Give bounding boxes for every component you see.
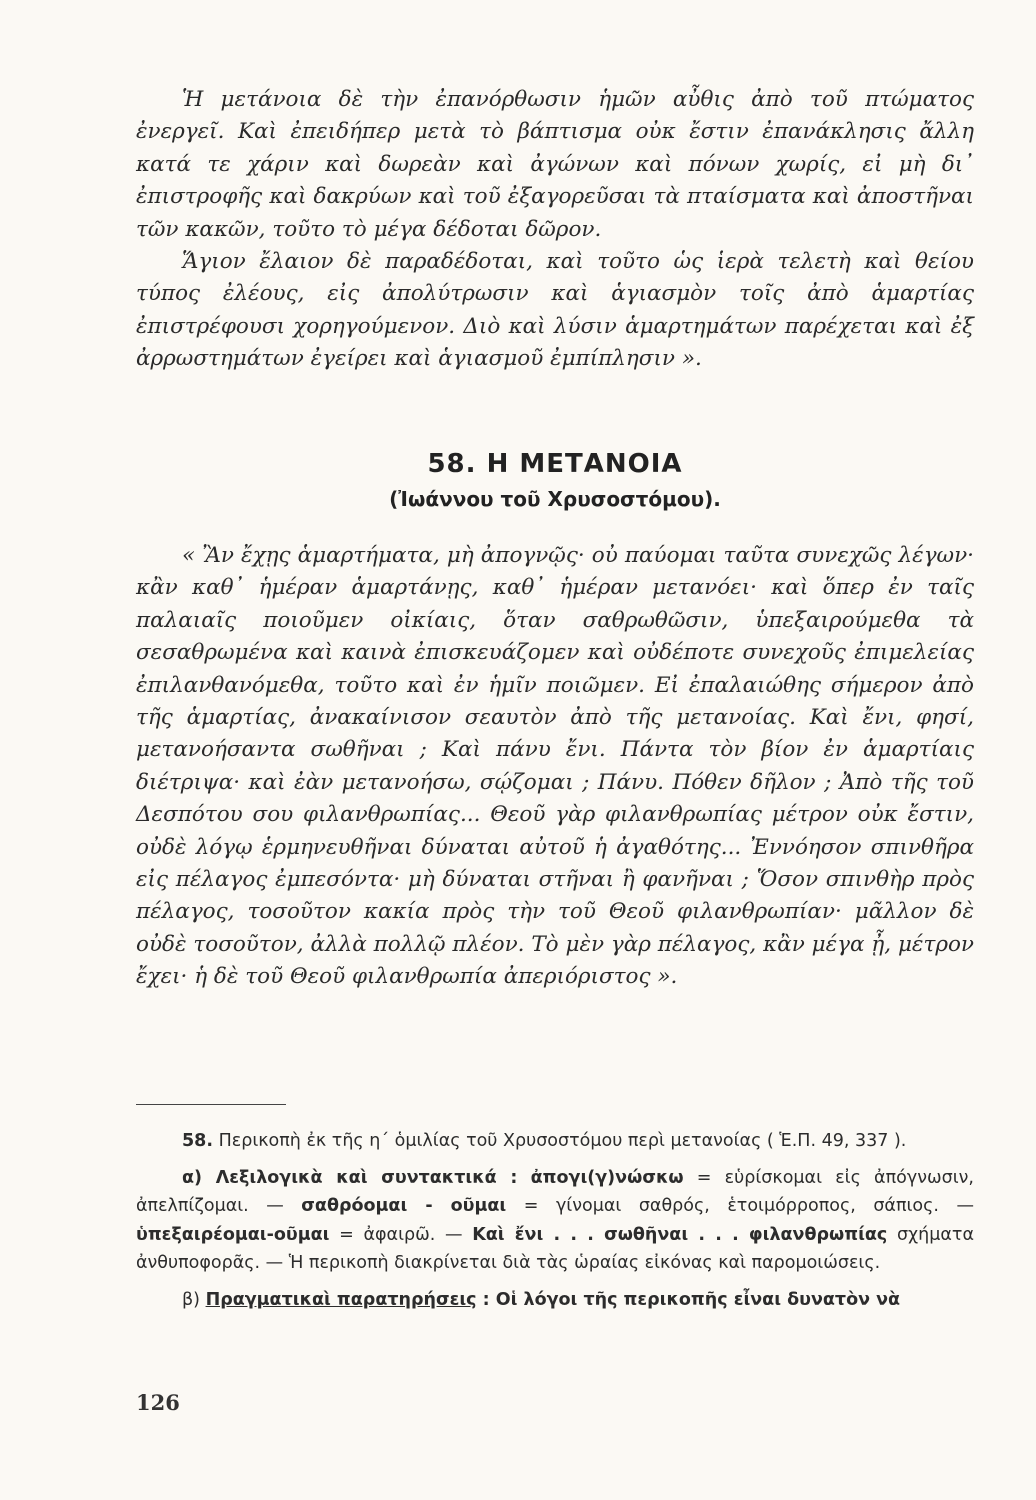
term-3: ὑπεξαιρέομαι-οῦμαι: [136, 1224, 330, 1245]
footnotes: [136, 1127, 974, 1322]
section-title: 58. Η ΜΕΤΑΝΟΙΑ: [427, 449, 683, 479]
factual-label: Πραγματικαὶ παρατηρήσεις: [205, 1289, 477, 1310]
footnote-number: 58.: [182, 1131, 214, 1151]
factual-prefix: β): [182, 1289, 206, 1310]
footnote-source-text: Περικοπὴ ἐκ τῆς η΄ ὁμιλίας τοῦ Χρυσοστόμου περὶ μετανοίας ( Ἑ.Π. 49, 337 ).: [218, 1131, 907, 1151]
footnote-source: [136, 1127, 974, 1156]
definition-3: = ἀφαιρῶ. —: [329, 1224, 473, 1245]
page-number: 126: [136, 1390, 180, 1415]
passage-paragraph: « Ἂν ἔχῃς ἁμαρτήματα, μὴ ἀπογνῷς· οὐ παύομαι ταῦτα συνεχῶς λέγων· κἂν καθ᾿ ἡμέραν ἁμαρτάνῃς, καθ᾿ ἡμέραν μετανόει· καὶ ὅπερ ἐν ταῖς παλαιαῖς ποιοῦμεν οἰκίαις, ὅταν σαθρωθῶσιν, ὑπεξαιρούμεθα τὰ σεσαθρωμένα καὶ καινὰ ἐπισκευάζομεν καὶ οὐδέποτε συνεχοῦς ἐπιμελείας ἐπιλανθανόμεθα, τοῦτο καὶ ἐν ἡμῖν ποιῶμεν. Εἰ ἐπαλαιώθης σήμερον ἀπὸ τῆς ἁμαρτίας, ἀνακαίνισον σεαυτὸν ἀπὸ τῆς μετανοίας. Καὶ ἔνι, φησί, μετανοήσαντα σωθῆναι ; Καὶ πάνυ ἔνι. Πάντα τὸν βίον ἐν ἁμαρτίαις διέτριψα· καὶ ἐὰν μετανοήσω, σῴζομαι ; Πάνυ. Πόθεν δῆλον ; Ἀπὸ τῆς τοῦ Δεσπότου σου φιλανθρωπίας... Θεοῦ γὰρ φιλανθρωπίας μέτρον οὐκ ἔστιν, οὐδὲ λόγῳ ἑρμηνευθῆναι δύναται αὐτοῦ ἡ ἀγαθότης... Ἐννόησον σπινθῆρα εἰς πέλαγος ἐμπεσόντα· μὴ δύναται στῆναι ἢ φανῆναι ; Ὅσον σπινθὴρ πρὸς πέλαγος, τοσοῦτον κακία πρὸς τὴν τοῦ Θεοῦ φιλανθρωπίαν· μᾶλλον δὲ οὐδὲ τοσοῦτον, ἀλλὰ πολλῷ πλέον. Τὸ μὲν γὰρ πέλαγος, κἂν μέγα ᾖ, μέτρον ἔχει· ἡ δὲ τοῦ Θεοῦ φιλανθρωπία ἀπεριόριστος ».: [136, 543, 974, 990]
footnote-lexical: [136, 1164, 974, 1278]
definition-1: = εὑρίσκομαι εἰς ἀπόγνωσιν, ἀπελπίζομαι. —: [136, 1167, 974, 1216]
definition-2: = γίνομαι σαθρός, ἑτοιμόρροπος, σάπιος. —: [506, 1196, 974, 1216]
passage-text: [136, 540, 974, 994]
definition-4: σχήματα ἀνθυποφορᾶς. — Ἡ περικοπὴ διακρίνεται διὰ τὰς ὡραίας εἰκόνας καὶ παρομοιώσεις.: [136, 1224, 974, 1273]
footnote-factual: [136, 1286, 974, 1315]
footnote-divider: [136, 1104, 286, 1105]
lexical-label: α) Λεξιλογικὰ καὶ συντακτικά :: [182, 1167, 518, 1188]
factual-text: : Οἱ λόγοι τῆς περικοπῆς εἶναι δυνατὸν νὰ: [476, 1289, 901, 1310]
intro-text: [136, 84, 974, 376]
intro-paragraph-1: Ἡ μετάνοια δὲ τὴν ἐπανόρθωσιν ἡμῶν αὖθις ἀπὸ τοῦ πτώματος ἐνεργεῖ. Καὶ ἐπειδήπερ μετὰ τὸ βάπτισμα οὐκ ἔστιν ἐπανάκλησις ἄλλη κατά τε χάριν καὶ δωρεὰν καὶ ἀγώνων καὶ πόνων χωρίς, εἰ μὴ δι᾿ ἐπιστροφῆς καὶ δακρύων καὶ τοῦ ἐξαγορεῦσαι τὰ πταίσματα καὶ ἀποστῆναι τῶν κακῶν, τοῦτο τὸ μέγα δέδοται δῶρον.: [136, 87, 974, 242]
term-1: ἀπογι(γ)νώσκω: [530, 1167, 684, 1188]
intro-paragraph-2: Ἅγιον ἔλαιον δὲ παραδέδοται, καὶ τοῦτο ὡς ἱερὰ τελετὴ καὶ θείου τύπος ἐλέους, εἰς ἀπολύτρωσιν καὶ ἁγιασμὸν τοῖς ἀπὸ ἁμαρτίας ἐπιστρέφουσι χορηγούμενον. Διὸ καὶ λύσιν ἁμαρτημάτων παρέχεται καὶ ἐξ ἀρρωστημάτων ἐγείρει καὶ ἁγιασμοῦ ἐμπίπλησιν ».: [136, 249, 974, 372]
term-2: σαθρόομαι - οῦμαι: [301, 1196, 507, 1216]
term-4: Καὶ ἔνι . . . σωθῆναι . . . φιλανθρωπίας: [472, 1224, 888, 1245]
section-subtitle: (Ἰωάννου τοῦ Χρυσοστόμου).: [389, 487, 721, 511]
